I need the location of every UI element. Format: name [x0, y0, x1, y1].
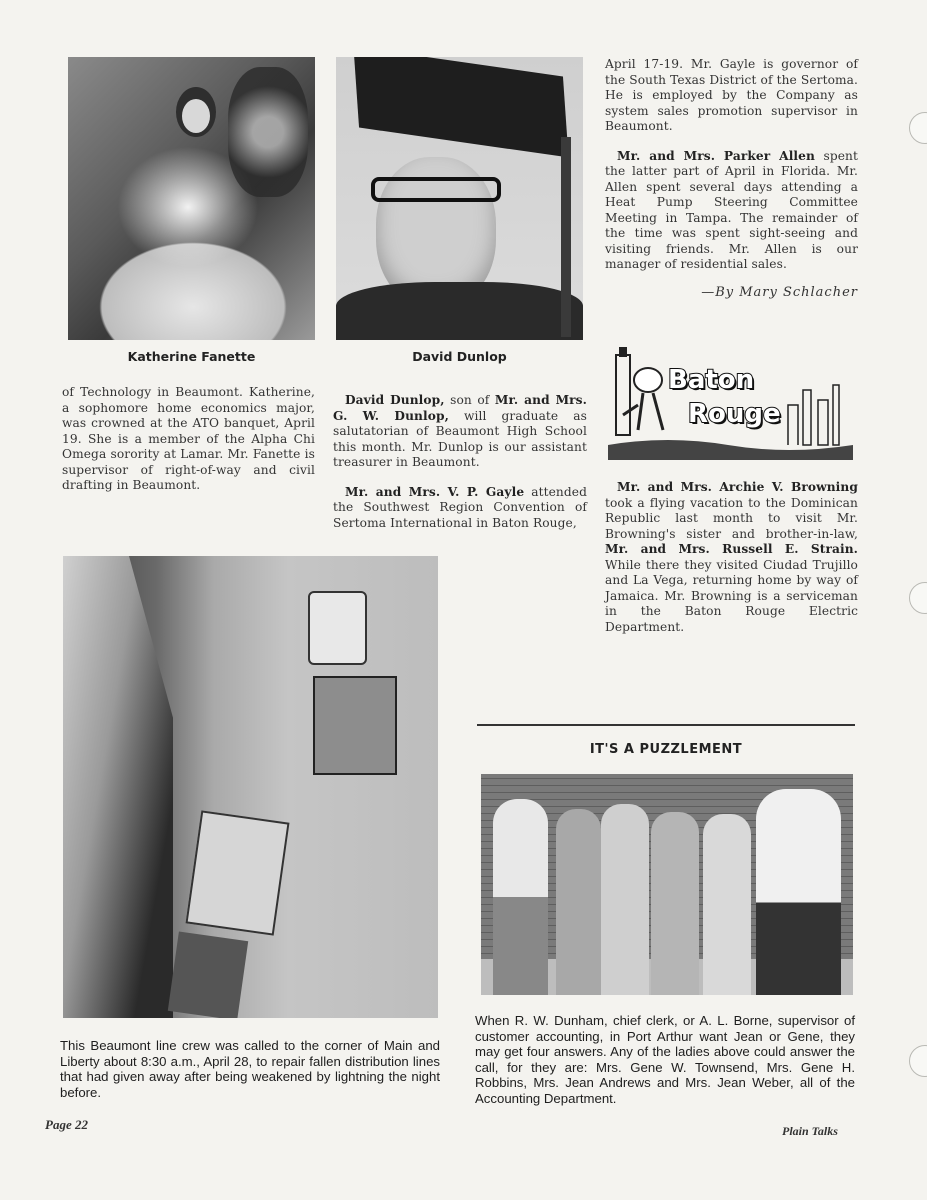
photo-katherine-fanette — [68, 57, 315, 340]
name-allen: Mr. and Mrs. Parker Allen — [617, 148, 815, 163]
photo-david-dunlop — [336, 57, 583, 340]
publication-name: Plain Talks — [782, 1124, 838, 1138]
article-browning — [605, 480, 858, 649]
caption-puzzlement: When R. W. Dunham, chief clerk, or A. L. Borne, supervisor of customer accounting, in Port Arthur want Jean or Gene, they may get four answers. Any of the ladies above could answer the call, for they are: Mrs. Gene W. Townsend, Mrs. Gene H. Robbins, Mrs. Jean Andrews and Mrs. Jean Weber, all of the Accounting Department. — [475, 1013, 855, 1106]
binder-hole-top — [909, 112, 927, 144]
baton-rouge-logo — [608, 345, 853, 465]
logo-rouge: Rouge — [688, 399, 781, 429]
caption-katherine-fanette: Katherine Fanette — [127, 349, 256, 364]
text: attended the Southwest Region Convention of Sertoma International in Baton Rouge, — [333, 484, 588, 530]
photo-accounting-group — [481, 774, 853, 995]
paragraph-dunlop — [333, 393, 587, 471]
caption-line-crew: This Beaumont line crew was called to the corner of Main and Liberty about 8:30 a.m., April 28, to repair fallen distribution lines that had given away after being weakened by lightning the night before. — [60, 1038, 440, 1100]
article-column-3 — [605, 57, 858, 300]
page-number: Page 22 — [45, 1117, 88, 1132]
name-browning: Mr. and Mrs. Archie V. Browning — [617, 480, 858, 494]
name-parents: Mr. and Mrs. G. W. Dunlop, — [333, 393, 587, 423]
name-david-dunlop: David Dunlop, — [345, 393, 445, 407]
text: spent the latter part of April in Florida. Mr. Allen spent several days attending a Heat Pump Steering Committee Meeting in Tampa. The remainder of the time was spent sight-seeing and visiting friends. Mr. Allen is our manager of residential sales. — [605, 148, 858, 271]
binder-hole-bottom — [909, 1045, 927, 1077]
paragraph-browning — [605, 480, 858, 635]
name-strain: Mr. and Mrs. Russell E. Strain. — [605, 542, 858, 556]
text: will graduate as salutatorian of Beaumont High School this month. Mr. Dunlop is our assistant treasurer in Beaumont. — [333, 408, 587, 469]
text: While there they visited Ciudad Trujillo and La Vega, returning home by way of Jamaica. Mr. Browning is a serviceman in the Baton Rouge Electric Department. — [605, 557, 858, 634]
article-dunlop-gayle — [333, 393, 587, 545]
photo-line-crew — [63, 556, 438, 1018]
article-katherine — [62, 385, 315, 508]
text: son of — [444, 393, 495, 407]
caption-david-dunlop: David Dunlop — [412, 349, 507, 364]
binder-hole-middle — [909, 582, 927, 614]
byline: —By Mary Schlacher — [701, 284, 858, 300]
puzzlement-heading: IT'S A PUZZLEMENT — [589, 742, 743, 757]
text: took a flying vacation to the Dominican Republic last month to visit Mr. Browning's sister and brother-in-law, — [605, 495, 858, 541]
paragraph-gayle-continued: April 17-19. Mr. Gayle is governor of the South Texas District of the Sertoma. He is employed by the Company as system sales promotion supervisor in Beaumont. — [605, 57, 858, 133]
paragraph-katherine: of Technology in Beaumont. Katherine, a sophomore home economics major, was crowned at the ATO banquet, April 19. She is a member of the Alpha Chi Omega sorority at Lamar. Mr. Fanette is supervisor of right-of-way and civil drafting in Beaumont. — [62, 385, 315, 492]
paragraph-allen — [605, 149, 858, 273]
logo-baton: Baton — [668, 365, 755, 395]
paragraph-gayle — [333, 485, 587, 532]
section-divider — [477, 724, 855, 726]
name-gayle: Mr. and Mrs. V. P. Gayle — [345, 484, 525, 499]
